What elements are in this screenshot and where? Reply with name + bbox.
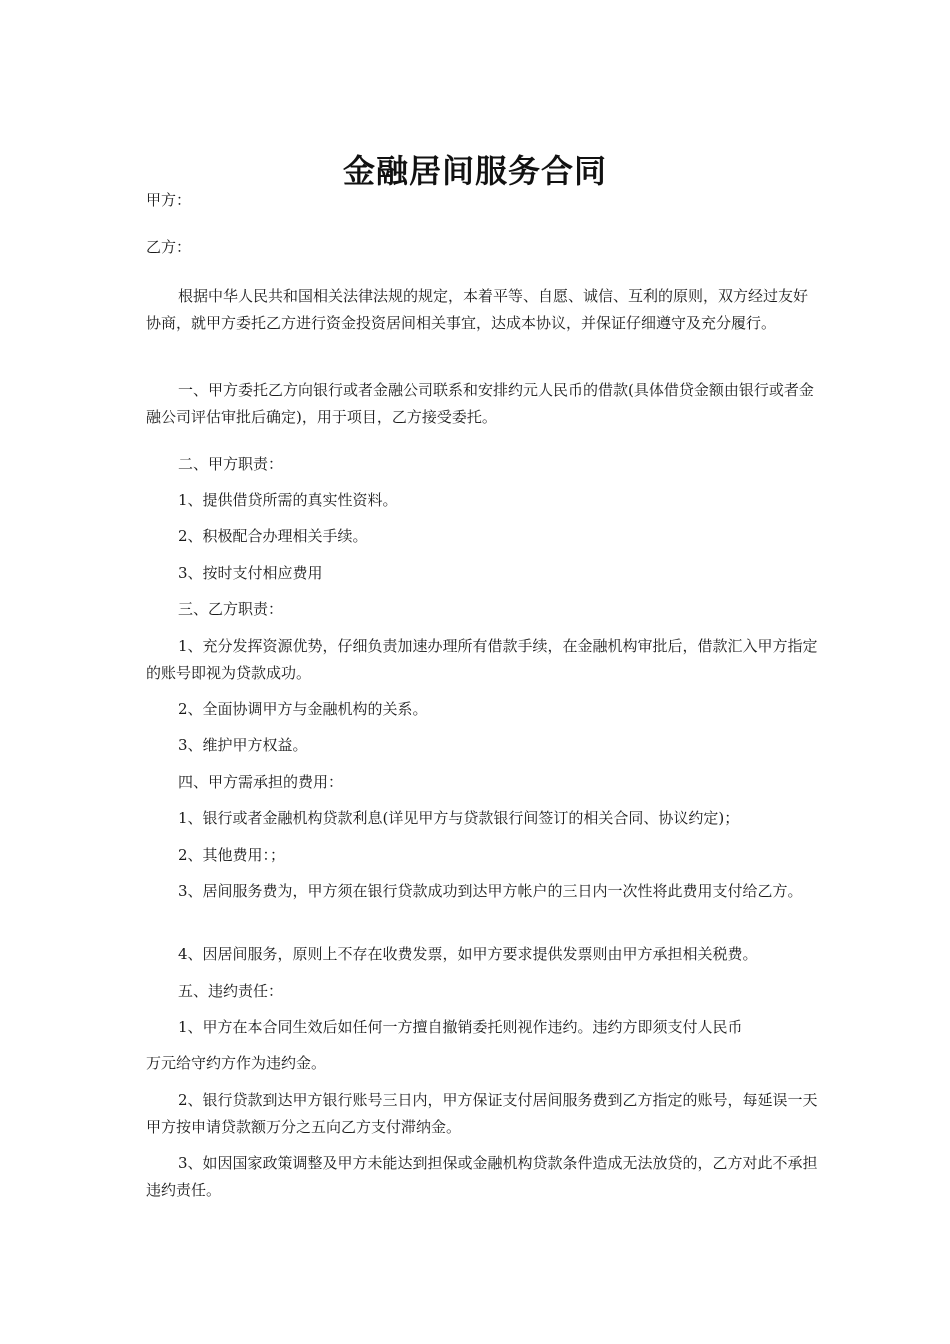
- section-3-item-3: 3、维护甲方权益。: [178, 736, 308, 754]
- section-3-heading: 三、乙方职责：: [178, 600, 284, 618]
- section-2-heading: 二、甲方职责：: [178, 455, 284, 473]
- clause-1-paragraph: 一、甲方委托乙方向银行或者金融公司联系和安排约元人民币的借款(具体借贷金额由银行或者金融公司评估审批后确定)，用于项目，乙方接受委托。: [146, 381, 814, 426]
- section-5-item-2: 2、银行贷款到达甲方银行账号三日内，甲方保证支付居间服务费到乙方指定的账号，每延误一天甲方按申请贷款额万分之五向乙方支付滞纳金。: [146, 1091, 818, 1136]
- section-5-item-3: 3、如因国家政策调整及甲方未能达到担保或金融机构贷款条件造成无法放贷的，乙方对此不承担违约责任。: [146, 1154, 818, 1199]
- section-2-item-2: 2、积极配合办理相关手续。: [178, 527, 368, 545]
- section-2-item-3: 3、按时支付相应费用: [178, 564, 323, 582]
- section-5-heading: 五、违约责任：: [178, 982, 284, 1000]
- section-4-item-1: 1、银行或者金融机构贷款利息(详见甲方与贷款银行间签订的相关合同、协议约定)；: [178, 809, 740, 827]
- section-5-item-1-continued: 万元给守约方作为违约金。: [146, 1054, 327, 1072]
- party-b-label: 乙方：: [146, 238, 192, 256]
- section-5-item-1: 1、甲方在本合同生效后如任何一方擅自撤销委托则视作违约。违约方即须支付人民币: [178, 1018, 743, 1036]
- section-3-item-2: 2、全面协调甲方与金融机构的关系。: [178, 700, 428, 718]
- section-4-item-2: 2、其他费用：；: [178, 846, 286, 864]
- party-a-label: 甲方：: [146, 191, 192, 209]
- section-4-item-3: 3、居间服务费为，甲方须在银行贷款成功到达甲方帐户的三日内一次性将此费用支付给乙方。: [178, 882, 803, 900]
- section-4-heading: 四、甲方需承担的费用：: [178, 773, 344, 791]
- section-2-item-1: 1、提供借贷所需的真实性资料。: [178, 491, 398, 509]
- preamble-paragraph: 根据中华人民共和国相关法律法规的规定，本着平等、自愿、诚信、互利的原则，双方经过友好协商，就甲方委托乙方进行资金投资居间相关事宜，达成本协议，并保证仔细遵守及充分履行。: [146, 287, 809, 332]
- document-title: 金融居间服务合同: [342, 152, 607, 191]
- section-4-item-4: 4、因居间服务，原则上不存在收费发票，如甲方要求提供发票则由甲方承担相关税费。: [178, 945, 758, 963]
- section-3-item-1: 1、充分发挥资源优势，仔细负责加速办理所有借款手续，在金融机构审批后，借款汇入甲方指定的账号即视为贷款成功。: [146, 637, 818, 682]
